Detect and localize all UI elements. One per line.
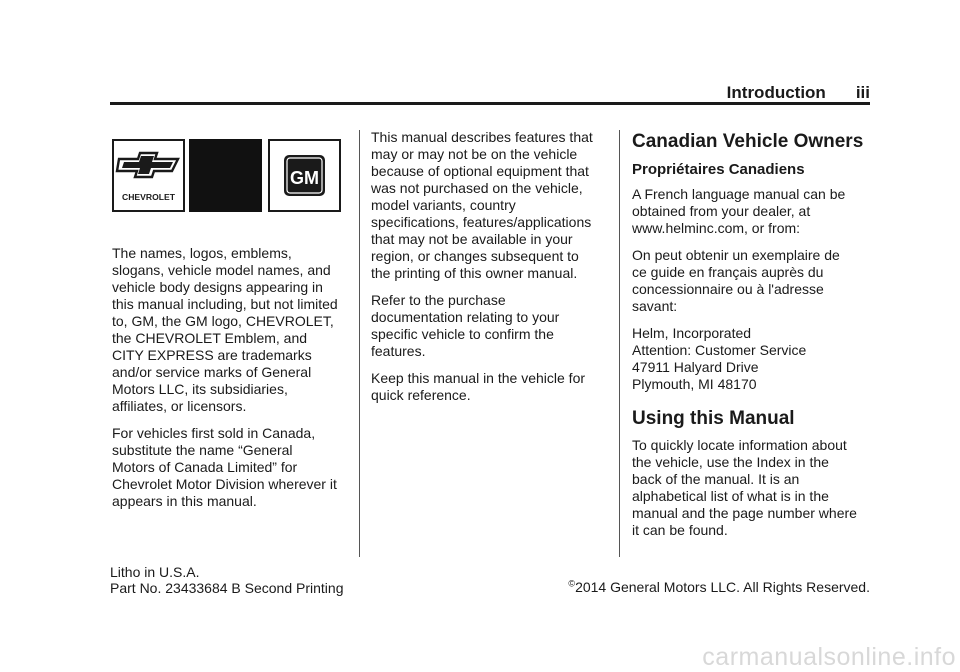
black-logo-panel <box>189 139 262 212</box>
features-paragraph: This manual describes features that may or may not be on the vehicle because of optional equipment that was not purchased on the vehicle, model variants, country specifications, features/applications that may not be available in your region, or changes subsequent to the printing of this owner manual. <box>371 129 593 281</box>
footer-print-info <box>110 564 344 596</box>
copyright-symbol: © <box>568 578 576 589</box>
chevrolet-bowtie-icon <box>114 141 183 210</box>
page-number: iii <box>855 83 870 102</box>
column-divider <box>619 130 620 557</box>
watermark: carmanualsonline.info <box>702 643 956 671</box>
litho-line: Litho in U.S.A. <box>110 564 200 580</box>
running-header <box>110 82 870 104</box>
heading-canadian-owners: Canadian Vehicle Owners <box>632 131 864 152</box>
column-middle <box>371 129 607 414</box>
french-text-paragraph: On peut obtenir un exemplaire de ce guide en français auprès du concessionnaire ou à l'adresse savant: <box>632 247 840 314</box>
section-title: Introduction <box>726 83 826 102</box>
gm-logo <box>268 139 341 212</box>
chevrolet-logo <box>112 139 185 212</box>
purchase-docs-paragraph: Refer to the purchase documentation relating to your specific vehicle to confirm the features. <box>371 292 560 359</box>
trademark-paragraph: The names, logos, emblems, slogans, vehicle model names, and vehicle body designs appearing in this manual including, but not limited to, GM, the GM logo, CHEVROLET, the CHEVROLET Emblem, and CITY EXPRESS are trademarks and/or service marks of General Motors LLC, its subsidiaries, affiliates, or licensors. <box>112 245 338 414</box>
copyright-text: 2014 General Motors LLC. All Rights Reserved. <box>575 579 870 595</box>
heading-using-manual: Using this Manual <box>632 408 795 429</box>
helm-address: Helm, Incorporated Attention: Customer Service 47911 Halyard Drive Plymouth, MI 48170 <box>632 325 807 392</box>
index-paragraph: To quickly locate information about the vehicle, use the Index in the back of the manual. It is an alphabetical list of what is in the manual and the page number where it can be found. <box>632 437 857 538</box>
column-right <box>632 130 872 549</box>
chevrolet-wordmark: CHEVROLET <box>122 192 175 202</box>
gm-emblem-icon <box>270 141 339 210</box>
canada-name-paragraph: For vehicles first sold in Canada, substitute the name “General Motors of Canada Limited” for Chevrolet Motor Division wherever it appears in this manual. <box>112 425 337 509</box>
french-manual-paragraph: A French language manual can be obtained from your dealer, at www.helminc.com, or from: <box>632 186 846 236</box>
footer-copyright <box>568 579 870 595</box>
header-rule <box>110 102 870 105</box>
subheading-proprietaires: Propriétaires Canadiens <box>632 161 805 178</box>
column-left <box>112 130 348 520</box>
part-number-line: Part No. 23433684 B Second Printing <box>110 580 344 596</box>
column-divider <box>359 130 360 557</box>
gm-lettering: GM <box>290 168 319 188</box>
keep-manual-paragraph: Keep this manual in the vehicle for quick reference. <box>371 370 586 403</box>
brand-logos <box>112 139 348 227</box>
